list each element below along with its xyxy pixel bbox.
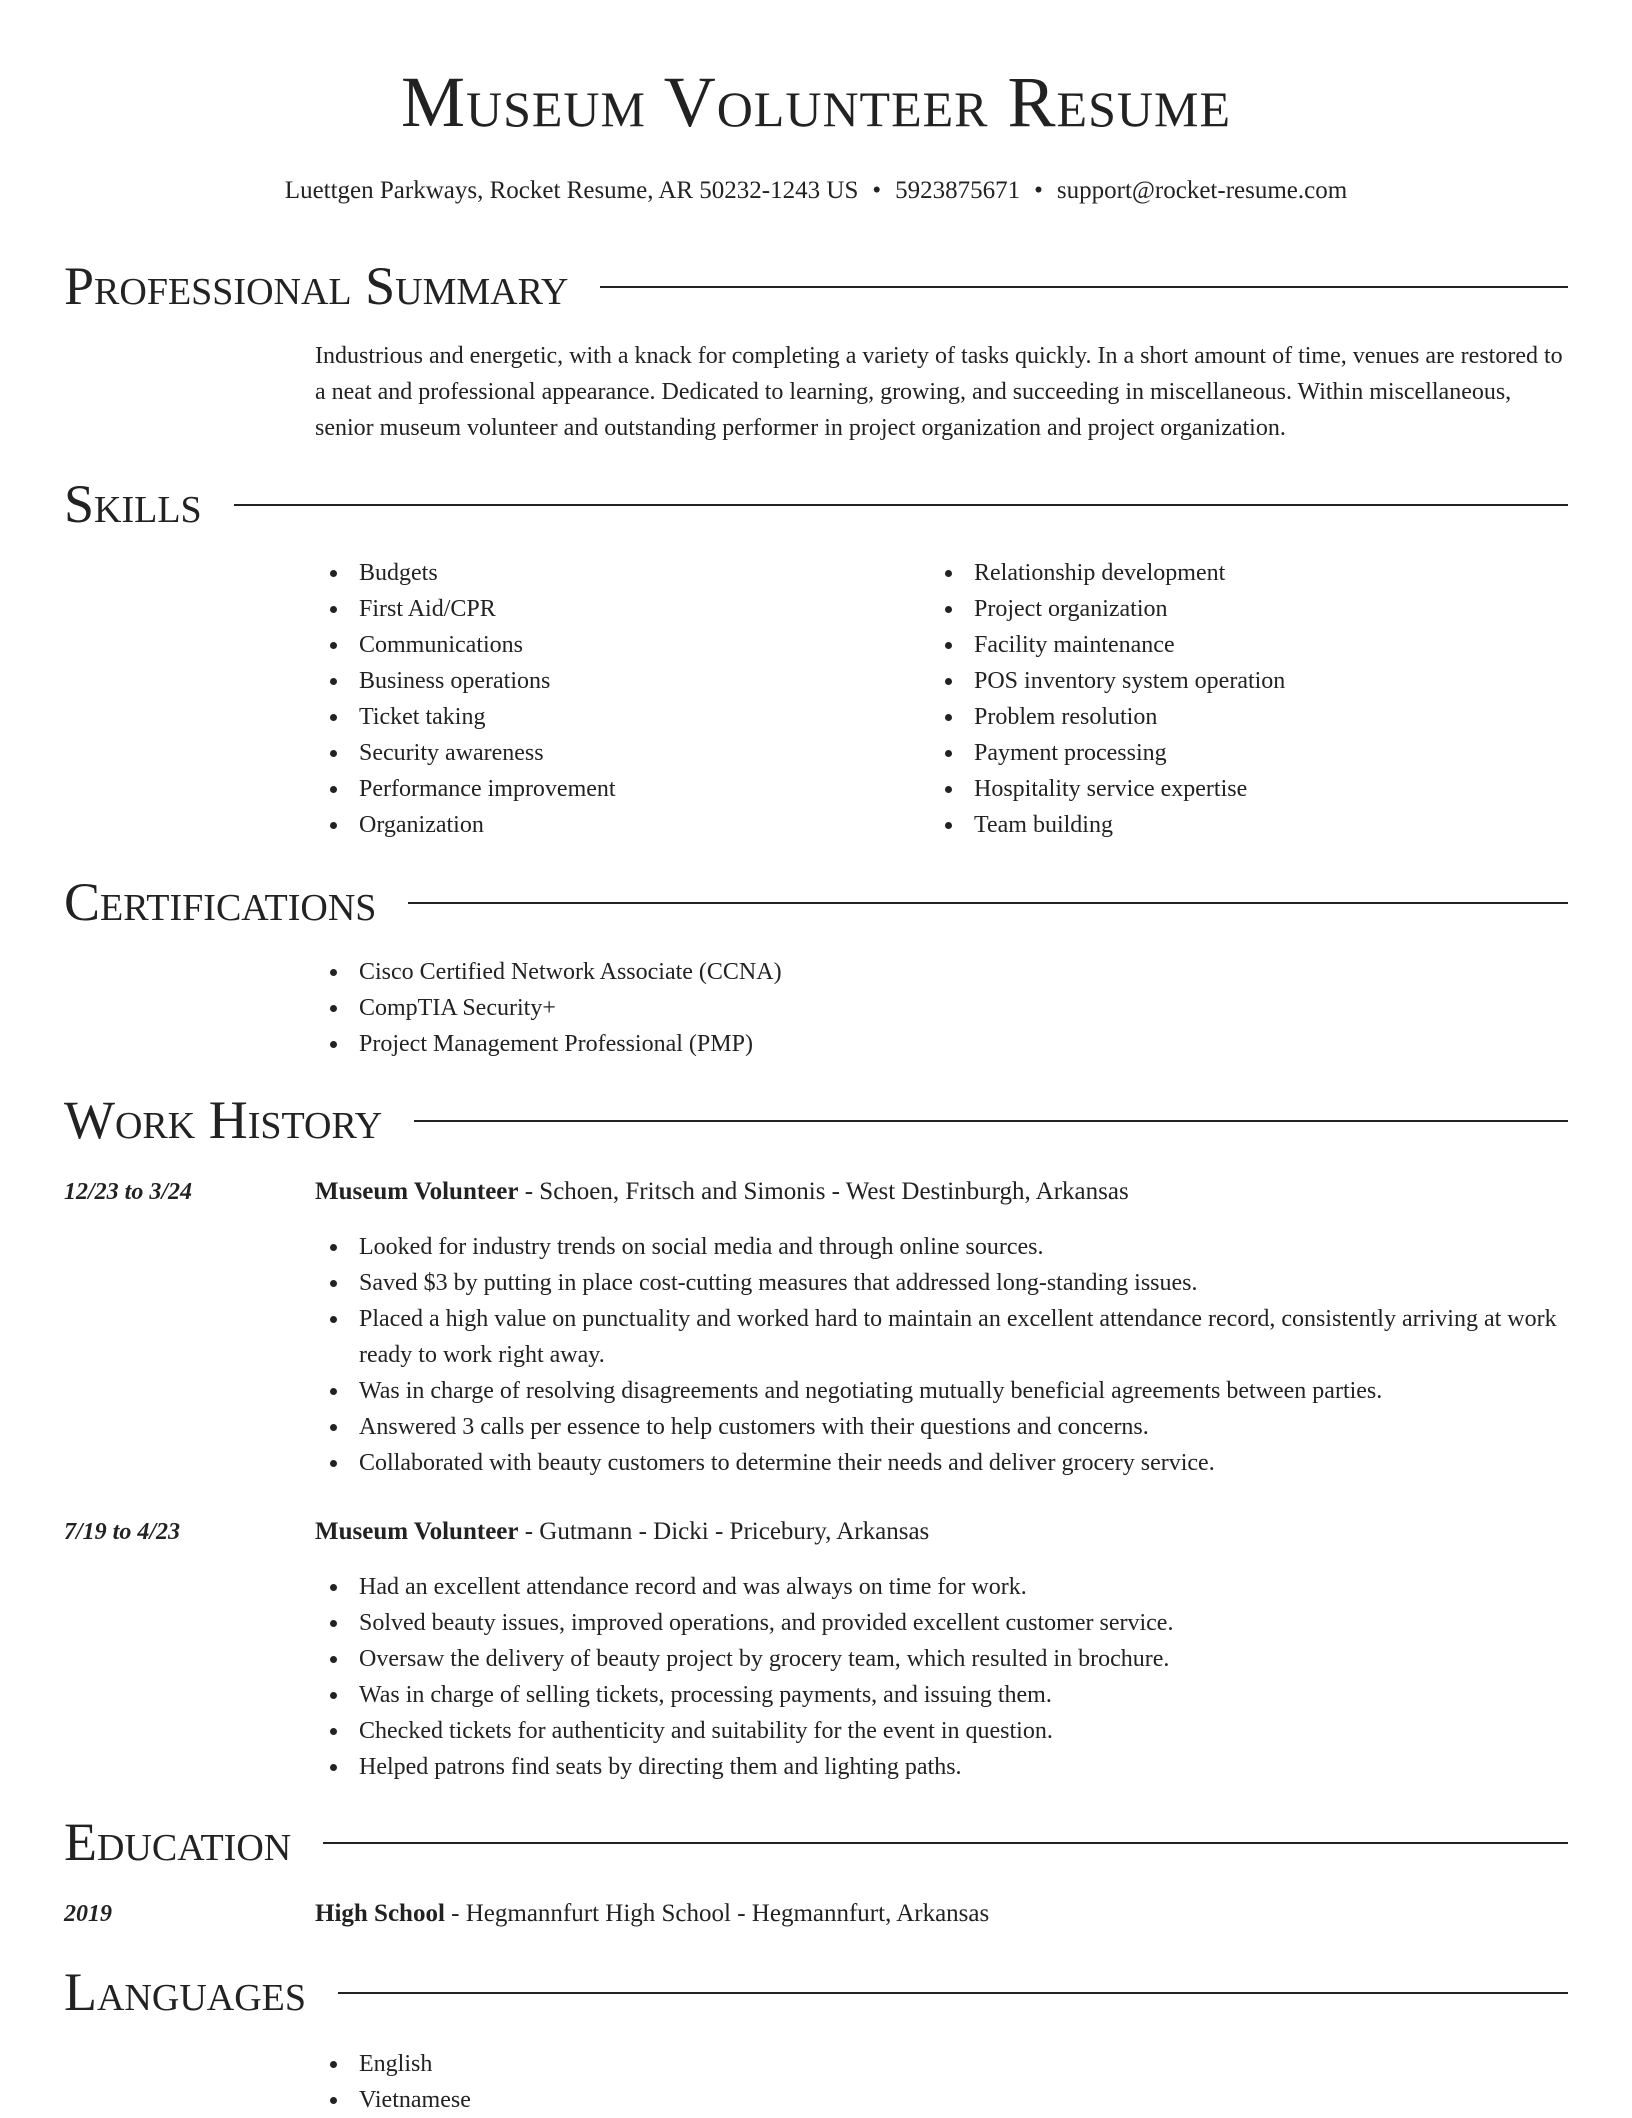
skills-section-title: Skills — [64, 474, 202, 534]
section-divider — [234, 504, 1568, 506]
education-year: 2019 — [64, 1901, 112, 1927]
job-employer-location: - Gutmann - Dicki - Pricebury, Arkansas — [518, 1518, 930, 1545]
work-bullet: Was in charge of resolving disagreements and negotiating mutually beneficial agreements between parties. — [315, 1373, 1568, 1409]
language-item: English — [315, 2046, 915, 2082]
skill-item: Performance improvement — [315, 771, 915, 807]
section-divider — [338, 1992, 1568, 1994]
skill-item: Organization — [315, 807, 915, 843]
section-divider — [600, 286, 1568, 288]
language-item: Vietnamese — [315, 2082, 915, 2118]
skill-item: Project organization — [930, 591, 1530, 627]
skill-item: Payment processing — [930, 735, 1530, 771]
contact-email[interactable]: support@rocket-resume.com — [1056, 177, 1348, 204]
work-bullet: Looked for industry trends on social media and through online sources. — [315, 1229, 1568, 1265]
work-bullet: Collaborated with beauty customers to determine their needs and deliver grocery service. — [315, 1445, 1568, 1481]
skill-item: Business operations — [315, 663, 915, 699]
contact-address: Luettgen Parkways, Rocket Resume, AR 50232-1243 US — [284, 177, 859, 204]
contact-separator: • — [1034, 177, 1043, 204]
summary-section-title: Professional Summary — [64, 256, 569, 316]
work-bullet: Was in charge of selling tickets, processing payments, and issuing them. — [315, 1677, 1568, 1713]
job-employer-location: - Schoen, Fritsch and Simonis - West Destinburgh, Arkansas — [518, 1178, 1129, 1205]
contact-line — [0, 176, 1632, 206]
skill-item: Ticket taking — [315, 699, 915, 735]
degree: High School — [315, 1900, 445, 1927]
job-title: Museum Volunteer — [315, 1178, 519, 1205]
skill-item: First Aid/CPR — [315, 591, 915, 627]
contact-phone: 5923875671 — [895, 177, 1021, 204]
skill-item: Relationship development — [930, 555, 1530, 591]
skill-item: Budgets — [315, 555, 915, 591]
skill-item: Team building — [930, 807, 1530, 843]
certifications-section-header — [64, 872, 1568, 932]
skill-item: Problem resolution — [930, 699, 1530, 735]
section-divider — [408, 902, 1568, 904]
work-bullets — [315, 1569, 1568, 1785]
work-bullet: Had an excellent attendance record and was always on time for work. — [315, 1569, 1568, 1605]
work-bullet: Answered 3 calls per essence to help customers with their questions and concerns. — [315, 1409, 1568, 1445]
work-bullet: Oversaw the delivery of beauty project by grocery team, which resulted in brochure. — [315, 1641, 1568, 1677]
skill-item: Communications — [315, 627, 915, 663]
certification-item: CompTIA Security+ — [315, 990, 1515, 1026]
work-bullet: Saved $3 by putting in place cost-cutting measures that addressed long-standing issues. — [315, 1265, 1568, 1301]
work-bullet: Solved beauty issues, improved operations, and provided excellent customer service. — [315, 1605, 1568, 1641]
skills-section-header — [64, 474, 1568, 534]
section-divider — [414, 1120, 1568, 1122]
work-bullet: Checked tickets for authenticity and suitability for the event in question. — [315, 1713, 1568, 1749]
skill-item: POS inventory system operation — [930, 663, 1530, 699]
skills-list-right — [930, 555, 1530, 843]
certifications-section-title: Certifications — [64, 872, 377, 932]
languages-list — [315, 2046, 915, 2118]
section-divider — [323, 1842, 1568, 1844]
contact-separator: • — [872, 177, 882, 204]
certifications-list — [315, 954, 1515, 1062]
education-section-title: Education — [64, 1812, 292, 1872]
work-section-title: Work History — [64, 1090, 383, 1150]
education-section-header — [64, 1812, 1568, 1872]
languages-section-title: Languages — [64, 1962, 306, 2022]
work-entry-heading — [315, 1514, 1568, 1550]
summary-section-header — [64, 256, 1568, 316]
certification-item: Cisco Certified Network Associate (CCNA) — [315, 954, 1515, 990]
skill-item: Hospitality service expertise — [930, 771, 1530, 807]
work-dates: 12/23 to 3/24 — [64, 1179, 193, 1205]
languages-section-header — [64, 1962, 1568, 2022]
certification-item: Project Management Professional (PMP) — [315, 1026, 1515, 1062]
work-bullet: Placed a high value on punctuality and worked hard to maintain an excellent attendance record, consistently arriving at work ready to work right away. — [315, 1301, 1568, 1373]
education-entry — [315, 1896, 1568, 1932]
summary-text: Industrious and energetic, with a knack for completing a variety of tasks quickly. In a short amount of time, venues are restored to a neat and professional appearance. Dedicated to learning, growing, and succeeding in miscellaneous. Within miscellaneous, senior museum volunteer and outstanding performer in project organization and project organization. — [315, 343, 1563, 441]
job-title: Museum Volunteer — [315, 1518, 519, 1545]
work-dates: 7/19 to 4/23 — [64, 1519, 181, 1545]
skills-list-left — [315, 555, 915, 843]
work-bullets — [315, 1229, 1568, 1481]
work-bullet: Helped patrons find seats by directing them and lighting paths. — [315, 1749, 1568, 1785]
skill-item: Facility maintenance — [930, 627, 1530, 663]
resume-title: Museum Volunteer Resume — [400, 62, 1232, 142]
skill-item: Security awareness — [315, 735, 915, 771]
work-section-header — [64, 1090, 1568, 1150]
school-location: - Hegmannfurt High School - Hegmannfurt, Arkansas — [444, 1900, 990, 1927]
work-entry-heading — [315, 1174, 1568, 1210]
